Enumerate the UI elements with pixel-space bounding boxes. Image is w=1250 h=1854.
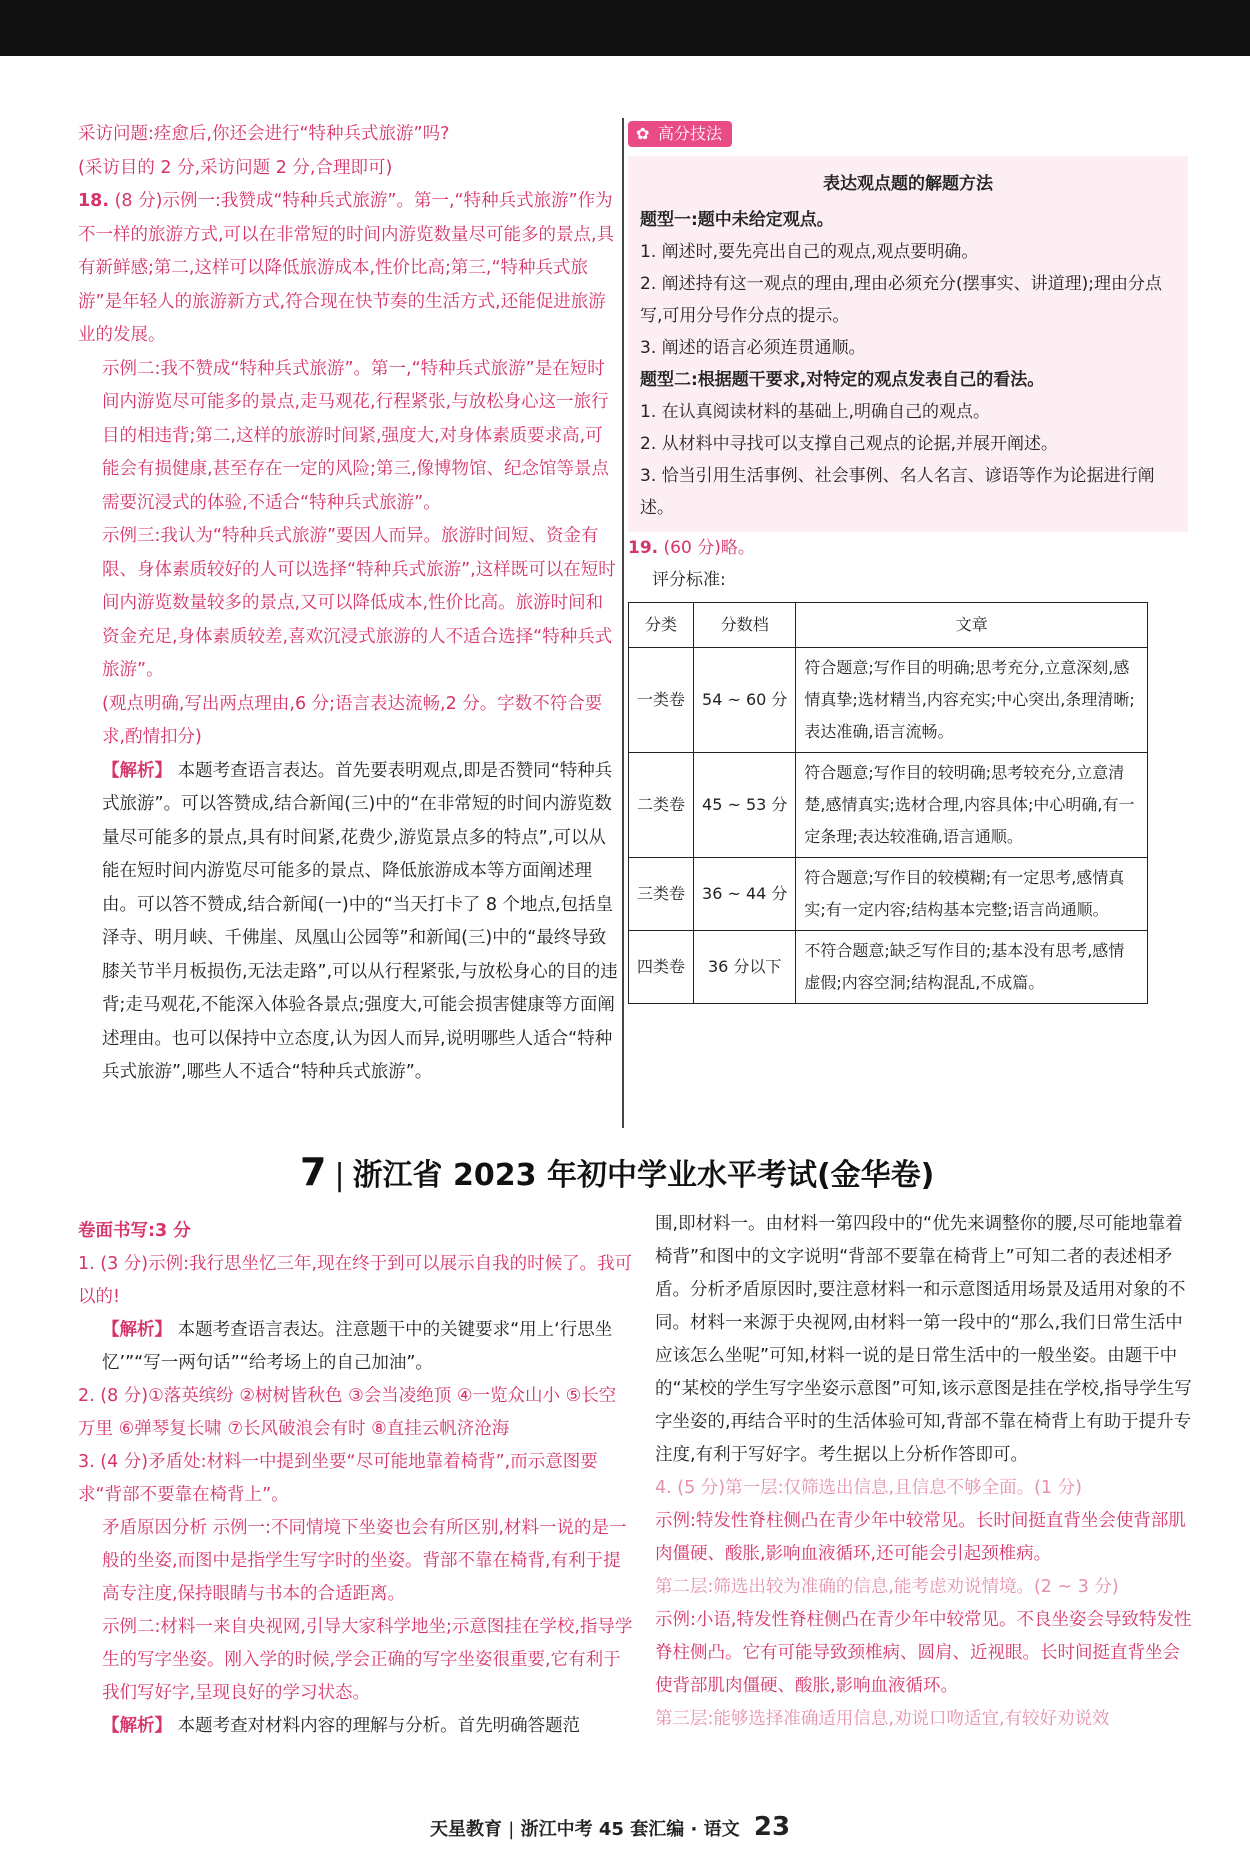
interview-question: 采访问题:痊愈后,你还会进行“特种兵式旅游”吗? <box>78 124 450 144</box>
book-title: 浙江中考 45 套汇编 · 语文 <box>520 1819 740 1840</box>
tips-tag: ✿ 高分技法 <box>628 121 732 147</box>
q3-example2: 示例二:材料一来自央视网,引导大家科学地坐;示意图挂在学校,指导学生的写字坐姿。刚入学的时候,学会正确的写字坐姿很重要,它有利于我们写好字,呈现良好的学习状态。 <box>102 1617 633 1703</box>
table-cell-score: 36 ~ 44 分 <box>694 858 796 931</box>
q18-example1-text: (8 分)示例一:我赞成“特种兵式旅游”。第一,“特种兵式旅游”作为不一样的旅游方式,可以在非常短的时间内游览数量尽可能多的景点,具有新鲜感;第二,这样可以降低旅游成本,性价比高;第三,“特种兵式旅游”是年轻人的旅游新方式,符合现在快节奏的生活方式,还能促进旅游业的发展。 <box>78 191 615 345</box>
section-title: 浙江省 2023 年初中学业水平考试(金华卷) <box>352 1158 935 1193</box>
tips-title: 表达观点题的解题方法 <box>823 174 993 194</box>
q4-example2: 示例:小语,特发性脊柱侧凸在青少年中较常见。不良坐姿会导致特发性脊柱侧凸。它有可能导致颈椎病、圆肩、近视眼。长时间挺直背坐会使背部肌肉僵硬、酸胀,影响血液循环。 <box>655 1610 1192 1696</box>
handwriting-score: 卷面书写:3 分 <box>78 1221 191 1241</box>
q4-level2: 第二层:筛选出较为准确的信息,能考虑劝说情境。(2 ~ 3 分) <box>655 1577 1119 1597</box>
q18-example2: 示例二:我不赞成“特种兵式旅游”。第一,“特种兵式旅游”是在短时间内游览尽可能多的景点,走马观花,行程紧张,与放松身心这一旅行目的相违背;第二,这样的旅游时间紧,强度大,对身体素质要求高,可能会有损健康,甚至存在一定的风险;第三,像博物馆、纪念馆等景点需要沉浸式的体验,不适合“特种兵式旅游”。 <box>102 358 610 513</box>
table-header: 分类 <box>629 603 694 648</box>
q18-example3: 示例三:我认为“特种兵式旅游”要因人而异。旅游时间短、资金有限、身体素质较好的人可以选择“特种兵式旅游”,这样既可以在短时间内游览数量较多的景点,又可以降低成本,性价比高。旅游时间和资金充足,身体素质较差,喜欢沉浸式旅游的人不适合选择“特种兵式旅游”。 <box>102 526 616 680</box>
q1-analysis <box>78 1314 633 1380</box>
tips-box <box>628 156 1188 532</box>
q18-example1 <box>78 185 618 353</box>
q4-level3: 第三层:能够选择准确适用信息,劝说口吻适宜,有较好劝说效 <box>655 1709 1110 1729</box>
table-cell-desc: 符合题意;写作目的明确;思考充分,立意深刻,感情真挚;选材精当,内容充实;中心突出,条理清晰;表达准确,语言流畅。 <box>796 648 1148 753</box>
table-cell-category: 四类卷 <box>629 931 694 1004</box>
tips-type1-item: 3. 阐述的语言必须连贯通顺。 <box>640 338 866 358</box>
table-cell-score: 36 分以下 <box>694 931 796 1004</box>
table-row <box>629 931 1148 1004</box>
table-row <box>629 753 1148 858</box>
q19-text: (60 分)略。 <box>663 538 755 558</box>
q18-number: 18. <box>78 191 110 211</box>
tips-type1: 题型一:题中未给定观点。 <box>640 210 834 230</box>
q19 <box>628 532 1188 564</box>
analysis-label: 【解析】 <box>102 760 172 781</box>
analysis-label: 【解析】 <box>102 1320 172 1340</box>
q19-number: 19. <box>628 538 659 558</box>
table-cell-desc: 符合题意;写作目的较模糊;有一定思考,感情真实;有一定内容;结构基本完整;语言尚通顺。 <box>796 858 1148 931</box>
table-cell-score: 54 ~ 60 分 <box>694 648 796 753</box>
tips-type1-item: 2. 阐述持有这一观点的理由,理由必须充分(摆事实、讲道理);理由分点写,可用分号作分点的提示。 <box>640 274 1163 326</box>
table-cell-category: 二类卷 <box>629 753 694 858</box>
q18-analysis <box>78 755 618 1090</box>
q3-analysis <box>78 1710 633 1743</box>
table-header-row <box>629 603 1148 648</box>
page-footer: 天星教育 | 浙江中考 45 套汇编 · 语文 23 <box>430 1812 791 1842</box>
q18-scoring: (观点明确,写出两点理由,6 分;语言表达流畅,2 分。字数不符合要求,酌情扣分) <box>102 693 603 747</box>
section-heading: 7 | 浙江省 2023 年初中学业水平考试(金华卷) <box>300 1150 935 1194</box>
section-number: 7 <box>300 1150 327 1194</box>
q1-answer: 1. (3 分)示例:我行思坐忆三年,现在终于到可以展示自我的时候了。我可以的! <box>78 1254 633 1307</box>
table-cell-category: 三类卷 <box>629 858 694 931</box>
table-cell-desc: 符合题意;写作目的较明确;思考较充分,立意清楚,感情真实;选材合理,内容具体;中心明确,有一定条理;表达较准确,语言通顺。 <box>796 753 1148 858</box>
scan-top-border <box>0 0 1250 56</box>
brand-logo: 天星教育 <box>430 1819 502 1840</box>
tips-type2-item: 1. 在认真阅读材料的基础上,明确自己的观点。 <box>640 402 991 422</box>
q3-analysis-continued: 围,即材料一。由材料一第四段中的“优先来调整你的腰,尽可能地靠着椅背”和图中的文字说明“背部不要靠在椅背上”可知二者的表述相矛盾。分析矛盾原因时,要注意材料一和示意图适用场景及适用对象的不同。材料一来源于央视网,由材料一第一段中的“那么,我们日常生活中应该怎么坐呢”可知,材料一说的是日常生活中的一般坐姿。由题干中的“某校的学生写字坐姿示意图”可知,该示意图是挂在学校,指导学生写字坐姿的,再结合平时的生活体验可知,背部不靠在椅背上有助于提升专注度,有利于写好字。考生据以上分析作答即可。 <box>655 1214 1192 1465</box>
table-row <box>629 858 1148 931</box>
q1-analysis-text: 本题考查语言表达。注意题干中的关键要求“用上‘行思坐忆’”“写一两句话”“给考场上的自己加油”。 <box>102 1320 613 1373</box>
table-header: 文章 <box>796 603 1148 648</box>
q4-example1: 示例:特发性脊柱侧凸在青少年中较常见。长时间挺直背坐会使背部肌肉僵硬、酸胀,影响血液循环,还可能会引起颈椎病。 <box>655 1511 1186 1564</box>
right-column <box>628 118 1188 1004</box>
criteria-label: 评分标准: <box>652 570 726 590</box>
q18-analysis-text: 本题考查语言表达。首先要表明观点,即是否赞同“特种兵式旅游”。可以答赞成,结合新闻(三)中的“在非常短的时间内游览数量尽可能多的景点,具有时间紧,花费少,游览景点多的特点”,可以从能在短时间内游览尽可能多的景点、降低旅游成本等方面阐述理由。可以答不赞成,结合新闻(一)中的“当天打卡了 8 个地点,包括皇泽寺、明月峡、千佛崖、凤凰山公园等”和新闻(三)中的“最终导致膝关节半月板损伤,无法走路”,可以从行程紧张,与放松身心的目的违背;走马观花,不能深入体验各景点;强度大,可能会损害健康等方面阐述理由。也可以保持中立态度,认为因人而异,说明哪些人适合“特种兵式旅游”,哪些人不适合“特种兵式旅游”。 <box>102 760 618 1082</box>
left-column <box>78 118 618 1090</box>
table-cell-category: 一类卷 <box>629 648 694 753</box>
tips-type1-item: 1. 阐述时,要先亮出自己的观点,观点要明确。 <box>640 242 979 262</box>
q2-answer: 2. (8 分)①落英缤纷 ②树树皆秋色 ③会当凌绝顶 ④一览众山小 ⑤长空万里 ⑥弹琴复长啸 ⑦长风破浪会有时 ⑧直挂云帆济沧海 <box>78 1386 617 1439</box>
bottom-left-column <box>78 1215 633 1743</box>
tips-type2: 题型二:根据题干要求,对特定的观点发表自己的看法。 <box>640 370 1045 390</box>
tips-type2-item: 3. 恰当引用生活事例、社会事例、名人名言、谚语等作为论据进行阐述。 <box>640 466 1155 518</box>
q3-analysis-text: 本题考查对材料内容的理解与分析。首先明确答题范 <box>177 1716 581 1736</box>
table-cell-desc: 不符合题意;缺乏写作目的;基本没有思考,感情虚假;内容空洞;结构混乱,不成篇。 <box>796 931 1148 1004</box>
table-cell-score: 45 ~ 53 分 <box>694 753 796 858</box>
q3-example1: 矛盾原因分析 示例一:不同情境下坐姿也会有所区别,材料一说的是一般的坐姿,而图中是指学生写字时的坐姿。背部不靠在椅背,有利于提高专注度,保持眼睛与书本的合适距离。 <box>102 1518 627 1604</box>
scoring-table <box>628 602 1148 1004</box>
page-number: 23 <box>753 1812 791 1842</box>
column-divider <box>622 118 624 1128</box>
analysis-label: 【解析】 <box>102 1716 172 1736</box>
q4-level1: 4. (5 分)第一层:仅筛选出信息,且信息不够全面。(1 分) <box>655 1478 1082 1498</box>
bottom-right-column <box>655 1208 1195 1736</box>
tips-type2-item: 2. 从材料中寻找可以支撑自己观点的论据,并展开阐述。 <box>640 434 1059 454</box>
interview-scoring: (采访目的 2 分,采访问题 2 分,合理即可) <box>78 157 393 178</box>
table-header: 分数档 <box>694 603 796 648</box>
q3-answer: 3. (4 分)矛盾处:材料一中提到坐要“尽可能地靠着椅背”,而示意图要求“背部不要靠在椅背上”。 <box>78 1452 598 1505</box>
table-row <box>629 648 1148 753</box>
